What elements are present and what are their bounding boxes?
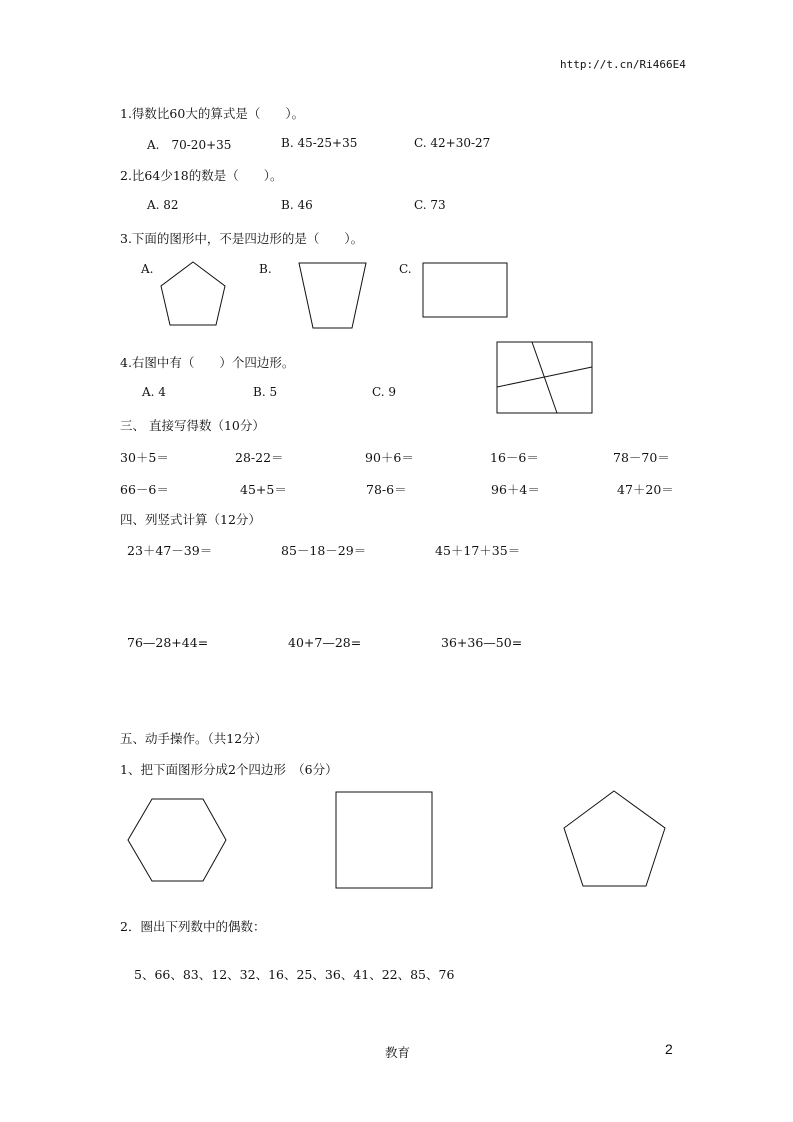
section-4-title: 四、列竖式计算（12分） [120, 512, 261, 527]
mental-math-item: 28-22＝ [235, 450, 284, 465]
mental-math-item: 90＋6＝ [365, 450, 414, 465]
mental-math-item: 45+5＝ [240, 482, 287, 497]
vertical-calc-item: 23＋47－39＝ [127, 543, 213, 558]
q1-option-b: B. 45-25+35 [281, 136, 358, 150]
question-2: 2.比64少18的数是（ ）。 [120, 168, 283, 183]
mental-math-item: 66－6＝ [120, 482, 169, 497]
q4-option-b: B. 5 [253, 385, 278, 399]
mental-math-item: 78-6＝ [366, 482, 407, 497]
q2-option-c: C. 73 [414, 198, 446, 212]
q4-option-c: C. 9 [372, 385, 397, 399]
task-2-text: 2．圈出下列数中的偶数： [120, 919, 266, 934]
q3-option-c: C. [399, 262, 412, 276]
trapezoid-shape [295, 258, 375, 333]
header-url: http://t.cn/Ri466E4 [560, 58, 686, 71]
vertical-calc-item: 36+36—50= [441, 635, 523, 650]
vertical-calc-item: 45＋17＋35＝ [435, 543, 521, 558]
q4-option-a: A. 4 [142, 385, 166, 399]
q1-option-c: C. 42+30-27 [414, 136, 491, 150]
mental-math-item: 78－70＝ [613, 450, 670, 465]
question-4: 4.右图中有（ ）个四边形。 [120, 355, 295, 370]
q2-option-a: A. 82 [147, 198, 179, 212]
q1-option-a: A. 70-20+35 [147, 138, 232, 152]
mental-math-item: 16－6＝ [490, 450, 539, 465]
footer-label: 教育 [385, 1045, 411, 1060]
page-number: 2 [665, 1041, 673, 1057]
q2-option-b: B. 46 [281, 198, 313, 212]
square-shape [333, 789, 437, 893]
section-3-title: 三、 直接写得数（10分） [120, 418, 265, 433]
vertical-calc-item: 85－18－29＝ [281, 543, 367, 558]
q3-option-a: A. [141, 262, 154, 276]
rectangle-shape [420, 260, 512, 322]
question-1: 1.得数比60大的算式是（ ）。 [120, 106, 305, 121]
pentagon-shape [155, 255, 235, 335]
task-1-text: 1、把下面图形分成2个四边形 （6分） [120, 762, 338, 777]
number-list: 5、66、83、12、32、16、25、36、41、22、85、76 [134, 967, 455, 982]
hexagon-shape [124, 795, 229, 887]
divided-rectangle-figure [494, 339, 596, 417]
mental-math-item: 96＋4＝ [491, 482, 540, 497]
q3-option-b: B. [259, 262, 272, 276]
section-5-title: 五、动手操作。（共12分） [120, 731, 268, 746]
question-3: 3.下面的图形中，不是四边形的是（ ）。 [120, 231, 364, 246]
vertical-calc-item: 40+7—28= [288, 635, 362, 650]
mental-math-item: 30＋5＝ [120, 450, 169, 465]
vertical-calc-item: 76—28+44= [127, 635, 209, 650]
mental-math-item: 47＋20＝ [617, 482, 674, 497]
pentagon-shape-large [560, 788, 670, 890]
